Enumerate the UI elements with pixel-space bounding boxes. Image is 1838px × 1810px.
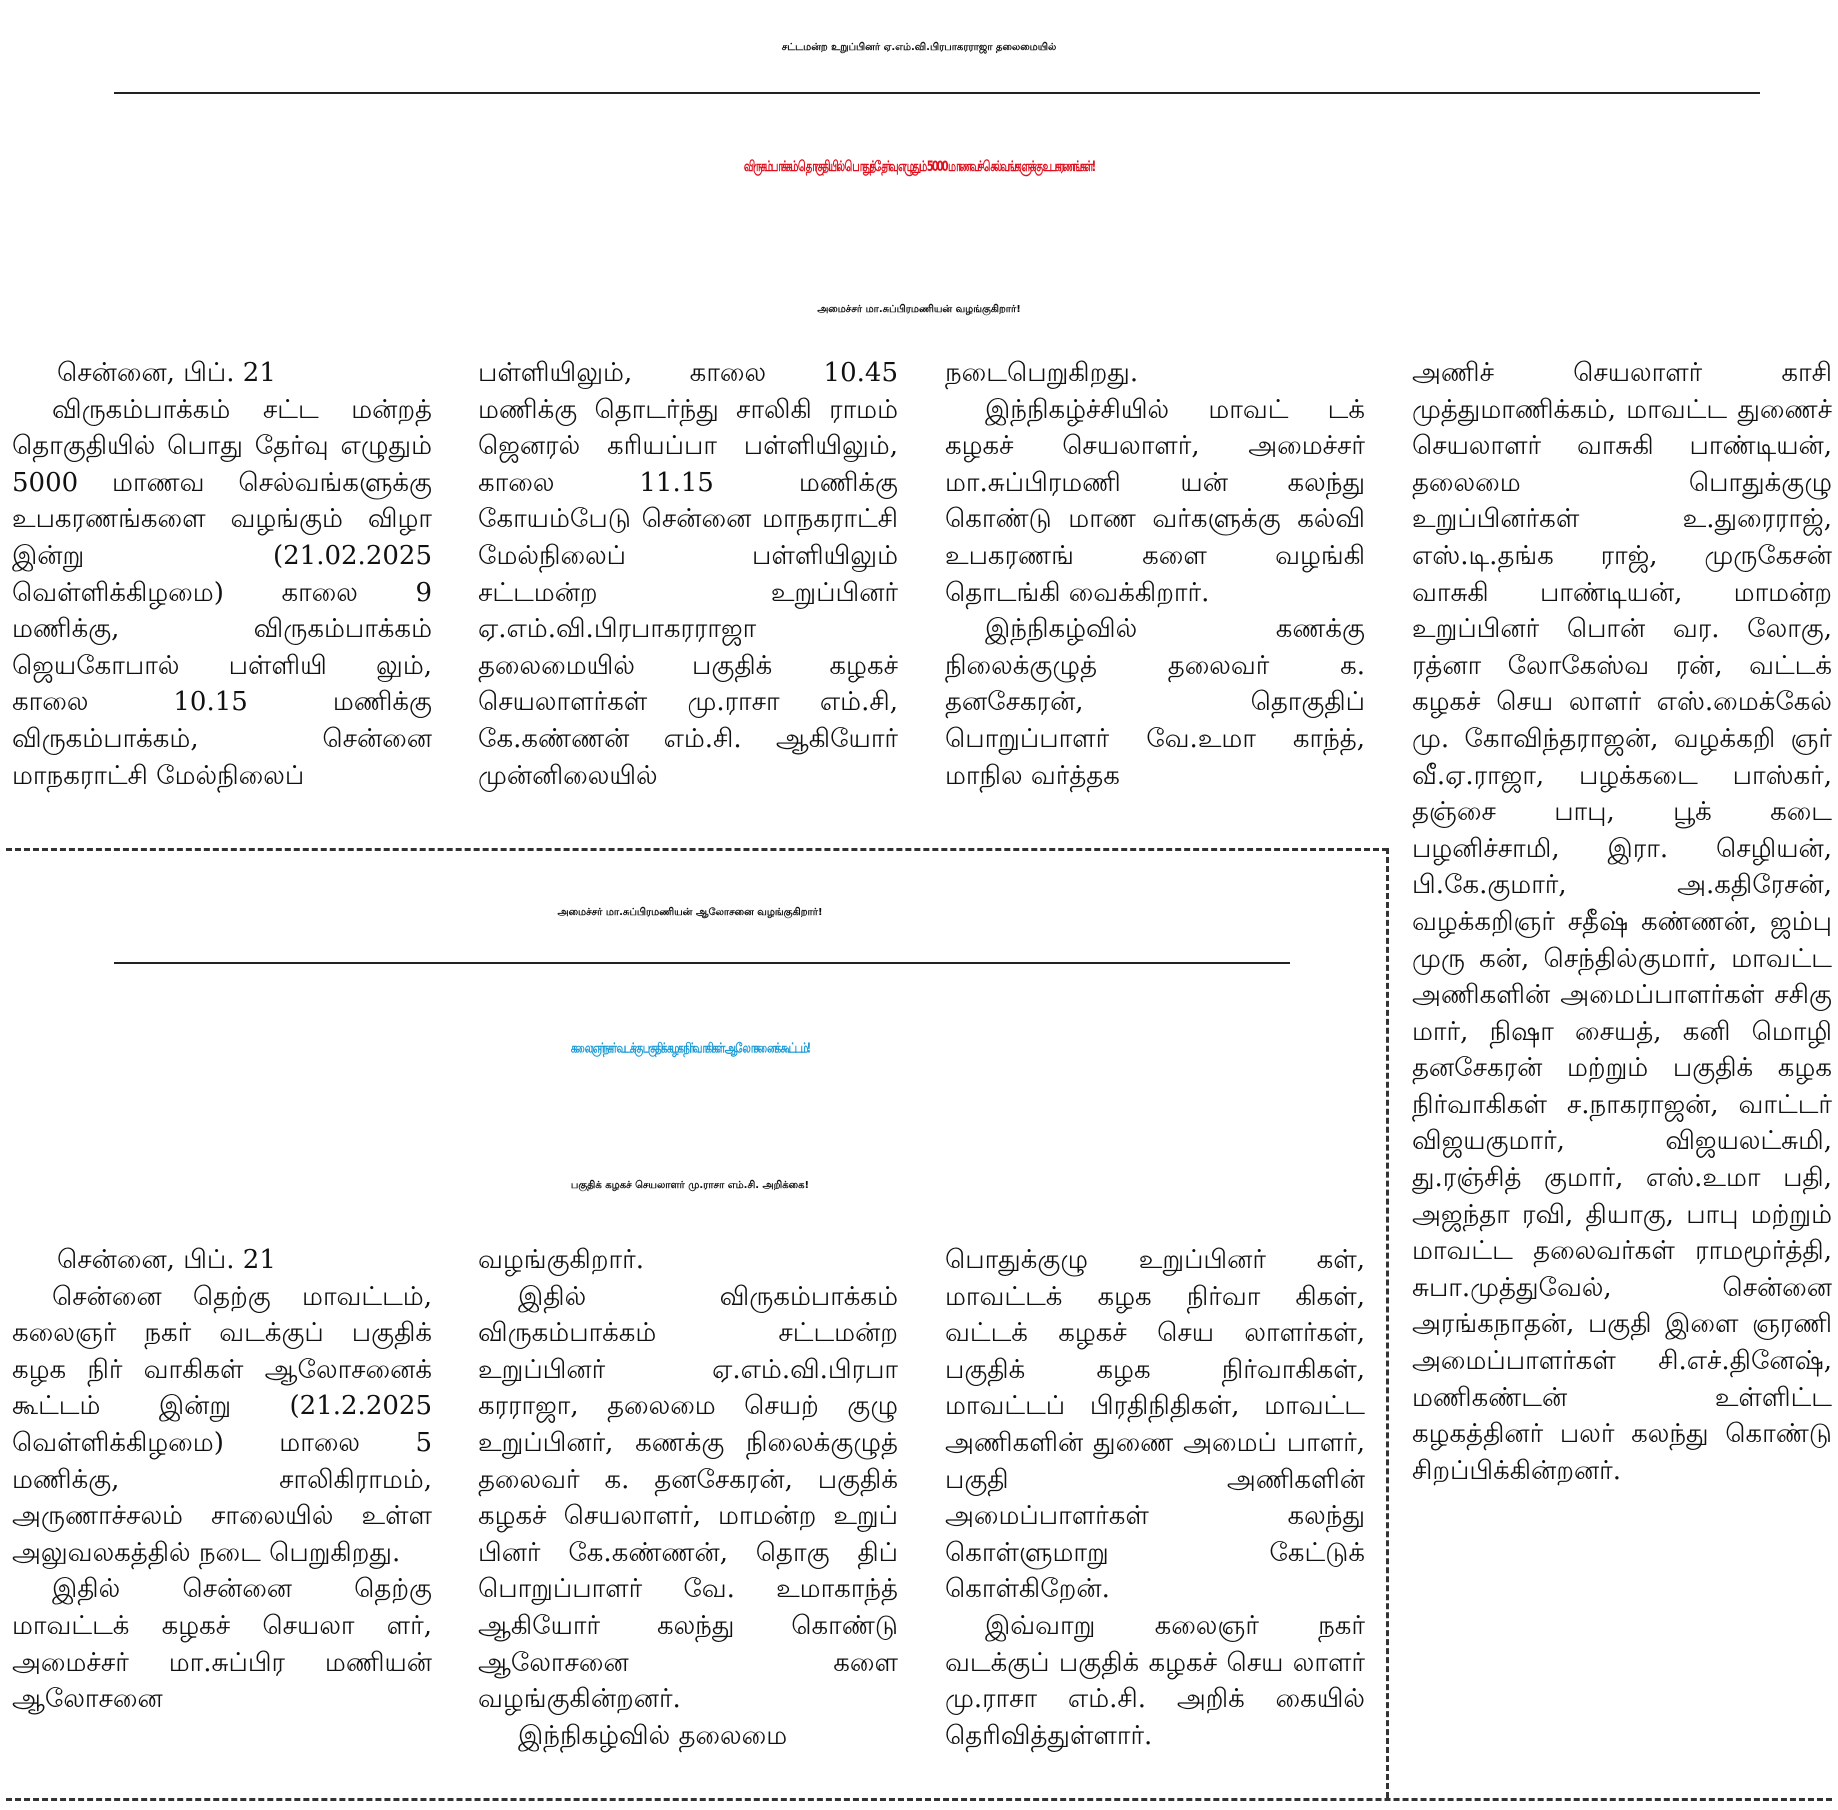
story1-subhead: அமைச்சர் மா.சுப்பிரமணியன் வழங்குகிறார்! <box>817 304 1021 315</box>
story2-paragraph: இதில் சென்னை தெற்கு மாவட்டக் கழகச் செயலா ளர், அமைச்சர் மா.சுப்பிர மணியன் ஆலோசனை <box>12 1574 432 1715</box>
story1-paragraph: அணிச் செயலாளர் காசி முத்துமாணிக்கம், மாவட்ட துணைச் செயலாளர் வாசுகி பாண்டியன், தலைமை பொதுக்குழு உறுப்பினர்கள் உ.துரைராஜ், எஸ்.டி.தங்க ராஜ், முருகேசன் வாசுகி பாண்டியன், மாமன்ற உறுப்பினர் பொன் வர. லோகு, ரத்னா லோகேஸ்வ ரன், வட்டக் கழகச் செய லாளர் எஸ்.மைக்கேல் மு. கோவிந்தராஜன், வழக்கறி ஞர் வீ.ஏ.ராஜா, பழக்கடை பாஸ்கர், தஞ்சை பாபு, பூக் கடை பழனிச்சாமி, இரா. செழியன், பி.கே.குமார், அ.கதிரேசன், வழக்கறிஞர் சதீஷ் கண்ணன், ஜம்பு முரு கன், செந்தில்குமார், மாவட்ட அணிகளின் அமைப்பாளர்கள் சசிகு மார், நிஷா சையத், கனி மொழி தனசேகரன் மற்றும் பகுதிக் கழக நிர்வாகிகள் ச.நாகராஜன், வாட்டர் விஜயகுமார், விஜயலட்சுமி, து.ரஞ்சித் குமார், எஸ்.உமா பதி, அஜந்தா ரவி, தியாகு, பாபு மற்றும் மாவட்ட தலைவர்கள் ராமமூர்த்தி, சுபா.முத்துவேல், சென்னை அரங்கநாதன், பகுதி இளை ஞரணி அமைப்பாளர்கள் சி.எச்.தினேஷ், மணிகண்டன் உள்ளிட்ட கழகத்தினர் பலர் கலந்து கொண்டு சிறப்பிக்கின்றனர். <box>1412 358 1832 1486</box>
story2-kicker: அமைச்சர் மா.சுப்பிரமணியன் ஆலோசனை வழங்குகிறார்! <box>557 907 823 918</box>
story1-paragraph: இந்நிகழ்வில் கணக்கு நிலைக்குழுத் தலைவர் க. தனசேகரன், தொகுதிப் பொறுப்பாளர் வே.உமா காந்த், மாநில வர்த்தக <box>945 614 1365 791</box>
story2-paragraph: வழங்குகிறார். <box>478 1245 644 1275</box>
story1-paragraph: பள்ளியிலும், காலை 10.45 மணிக்கு தொடர்ந்து சாலிகி ராமம் ஜெனரல் கரியப்பா பள்ளியிலும், காலை 11.15 மணிக்கு கோயம்பேடு சென்னை மாநகராட்சி மேல்நிலைப் பள்ளியிலும் சட்டமன்ற உறுப்பினர் ஏ.எம்.வி.பிரபாகரராஜா தலைமையில் பகுதிக் கழகச் செயலாளர்கள் மு.ராசா எம்.சி, கே.கண்ணன் எம்.சி. ஆகியோர் முன்னிலையில் <box>478 358 898 791</box>
column-divider <box>1386 848 1389 1798</box>
story1-paragraph: விருகம்பாக்கம் சட்ட மன்றத் தொகுதியில் பொது தேர்வு எழுதும் 5000 மாணவ செல்வங்களுக்கு உபகரணங்களை வழங்கும் விழா இன்று (21.02.2025 வெள்ளிக்கிழமை) காலை 9 மணிக்கு, விருகம்பாக்கம் ஜெயகோபால் பள்ளியி லும், காலை 10.15 மணிக்கு விருகம்பாக்கம், சென்னை மாநகராட்சி மேல்நிலைப் <box>12 394 432 791</box>
story1-dateline: சென்னை, பிப். 21 <box>57 358 276 388</box>
story1-kicker: சட்டமன்ற உறுப்பினர் ஏ.எம்.வி.பிரபாகரராஜா தலைமையில் <box>781 42 1057 53</box>
kicker-rule <box>114 92 1760 94</box>
story2-subhead: பகுதிக் கழகச் செயலாளர் மு.ராசா எம்.சி. அறிக்கை! <box>570 1180 810 1191</box>
story2-kicker-rule <box>114 962 1290 964</box>
story2-paragraph: இவ்வாறு கலைஞர் நகர் வடக்குப் பகுதிக் கழகச் செய லாளர் மு.ராசா எம்.சி. அறிக் கையில் தெரிவித்துள்ளார். <box>945 1610 1365 1751</box>
story1-paragraph: நடைபெறுகிறது. <box>945 358 1139 388</box>
story2-paragraph: இந்நிகழ்வில் தலைமை <box>518 1720 788 1751</box>
bottom-divider <box>6 1798 1832 1801</box>
story2-column-2 <box>478 1242 898 1794</box>
story2-dateline: சென்னை, பிப். 21 <box>57 1245 276 1275</box>
story2-paragraph: இதில் விருகம்பாக்கம் விருகம்பாக்கம் சட்டமன்ற உறுப்பினர் ஏ.எம்.வி.பிரபா கரராஜா, தலைமை செயற் குழு உறுப்பினர், கணக்கு நிலைக்குழுத் தலைவர் க. தனசேகரன், பகுதிக் கழகச் செயலாளர், மாமன்ற உறுப் பினர் கே.கண்ணன், தொகு திப் பொறுப்பாளர் வே. உமாகாந்த் ஆகியோர் கலந்து கொண்டு ஆலோசனை களை வழங்குகின்றனர். <box>478 1281 898 1715</box>
story2-paragraph: சென்னை தெற்கு மாவட்டம், கலைஞர் நகர் வடக்குப் பகுதிக் கழக நிர் வாகிகள் ஆலோசனைக் கூட்டம் இன்று (21.2.2025 வெள்ளிக்கிழமை) மாலை 5 மணிக்கு, சாலிகிராமம், அருணாச்சலம் சாலையில் உள்ள அலுவலகத்தில் நடை பெறுகிறது. <box>12 1281 432 1568</box>
story2-column-1 <box>12 1242 432 1794</box>
story1-column-1 <box>12 355 432 833</box>
story1-column-3 <box>945 355 1365 833</box>
story1-column-4 <box>1412 355 1832 1785</box>
story2-headline: கலைஞர்நகர் வடக்கு பகுதிக் கழக நிர்வாகிகள் ஆலோசனைக் கூட்டம்! <box>570 1041 810 1057</box>
story1-paragraph: இந்நிகழ்ச்சியில் மாவட் டக் கழகச் செயலாளர், அமைச்சர் மா.சுப்பிரமணி யன் கலந்து கொண்டு மாண வர்களுக்கு கல்வி உபகரணங் களை வழங்கி தொடங்கி வைக்கிறார். <box>945 394 1365 608</box>
story1-headline: விருகம்பாக்கம் தொகுதியில் பொதுத்தேர்வு எழுதும் 5000 மாணவச் செல்வங்களுக்கு உபகரணங்கள்! <box>743 159 1095 176</box>
section-divider <box>6 848 1388 851</box>
story1-column-2 <box>478 355 898 833</box>
story2-paragraph: பொதுக்குழு உறுப்பினர் கள், மாவட்டக் கழக நிர்வா கிகள், வட்டக் கழகச் செய லாளர்கள், பகுதிக் கழக நிர்வாகிகள், மாவட்டப் பிரதிநிதிகள், மாவட்ட அணிகளின் துணை அமைப் பாளர், பகுதி அணிகளின் அமைப்பாளர்கள் கலந்து கொள்ளுமாறு கேட்டுக் கொள்கிறேன். <box>945 1245 1365 1605</box>
story2-column-3 <box>945 1242 1365 1794</box>
